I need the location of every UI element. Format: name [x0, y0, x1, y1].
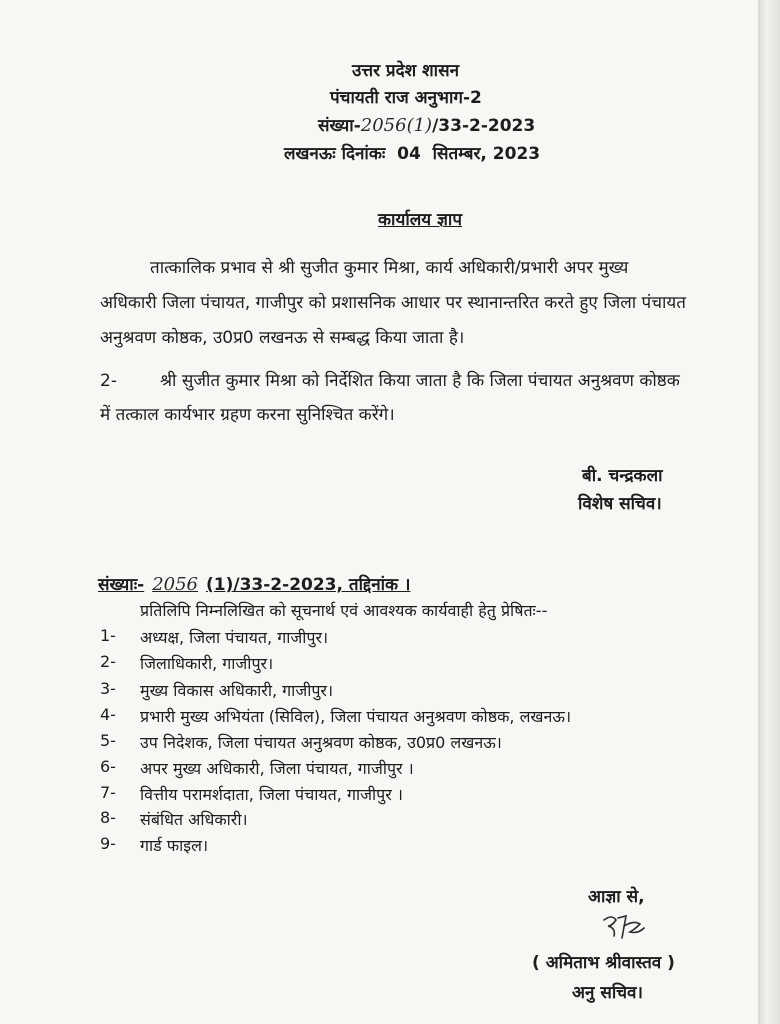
para2-line2: में तत्काल कार्यभार ग्रहण करना सुनिश्चित करेंगे। [100, 405, 395, 425]
list-item-number: 5- [100, 731, 116, 750]
list-item-number: 2- [100, 652, 116, 671]
list-item-number: 7- [100, 783, 116, 802]
list-item: मुख्य विकास अधिकारी, गाजीपुर। [140, 681, 334, 700]
para1-line3: अनुश्रवण कोष्ठक, उ0प्र0 लखनऊ से सम्बद्ध किया जाता है। [100, 328, 465, 348]
list-item-number: 4- [100, 705, 116, 724]
reference-prefix: संख्या- [318, 116, 361, 136]
para1-line1: तात्कालिक प्रभाव से श्री सुजीत कुमार मिश्रा, कार्य अधिकारी/प्रभारी अपर मुख्य [150, 258, 629, 278]
reference-suffix: /33-2-2023 [432, 116, 536, 136]
list-item-number: 8- [100, 808, 116, 827]
undersecretary-designation: अनु सचिव। [572, 983, 643, 1003]
undersecretary-name: ( अमिताभ श्रीवास्तव ) [532, 953, 675, 973]
para2-number: 2- [100, 371, 117, 391]
handwritten-signature [600, 910, 650, 944]
government-name: उत्तर प्रदेश शासन [352, 61, 460, 81]
reference-handwritten: 2056(1) [360, 115, 433, 136]
by-order-label: आज्ञा से, [588, 887, 645, 907]
date-line: लखनऊः दिनांकः 04 सितम्बर, 2023 [284, 144, 541, 164]
list-item: जिलाधिकारी, गाजीपुर। [140, 654, 274, 673]
page-edge [758, 0, 780, 1024]
copy-reference-suffix: (1)/33-2-2023, तद्दिनांक । [206, 575, 411, 595]
copy-intro: प्रतिलिपि निम्नलिखित को सूचनार्थ एवं आवश्यक कार्यवाही हेतु प्रेषितः-- [140, 601, 548, 620]
list-item: वित्तीय परामर्शदाता, जिला पंचायत, गाजीपुर । [140, 785, 403, 804]
para1-line2: अधिकारी जिला पंचायत, गाजीपुर को प्रशासनिक आधार पर स्थानान्तरित करते हुए जिला पंचायत [100, 293, 686, 313]
signatory-name: बी. चन्द्रकला [582, 466, 663, 486]
list-item-number: 3- [100, 679, 116, 698]
copy-reference [98, 572, 410, 595]
para2-line1: श्री सुजीत कुमार मिश्रा को निर्देशित किया जाता है कि जिला पंचायत अनुश्रवण कोष्ठक [160, 371, 680, 391]
list-item: प्रभारी मुख्य अभियंता (सिविल), जिला पंचायत अनुश्रवण कोष्ठक, लखनऊ। [140, 707, 572, 726]
copy-reference-prefix: संख्याः- [98, 575, 145, 595]
list-item: अध्यक्ष, जिला पंचायत, गाजीपुर। [140, 628, 329, 647]
list-item: गार्ड फाइल। [140, 836, 209, 855]
list-item: उप निदेशक, जिला पंचायत अनुश्रवण कोष्ठक, उ0प्र0 लखनऊ। [140, 733, 502, 752]
memo-title: कार्यालय ज्ञाप [378, 210, 462, 230]
list-item: संबंधित अधिकारी। [140, 810, 248, 829]
department-name: पंचायती राज अनुभाग-2 [330, 88, 482, 108]
copy-reference-handwritten: 2056 [152, 574, 199, 595]
list-item-number: 9- [100, 834, 116, 853]
reference-number [318, 113, 535, 136]
signatory-designation: विशेष सचिव। [578, 494, 662, 514]
list-item-number: 1- [100, 626, 116, 645]
list-item-number: 6- [100, 757, 116, 776]
list-item: अपर मुख्य अधिकारी, जिला पंचायत, गाजीपुर । [140, 759, 414, 778]
